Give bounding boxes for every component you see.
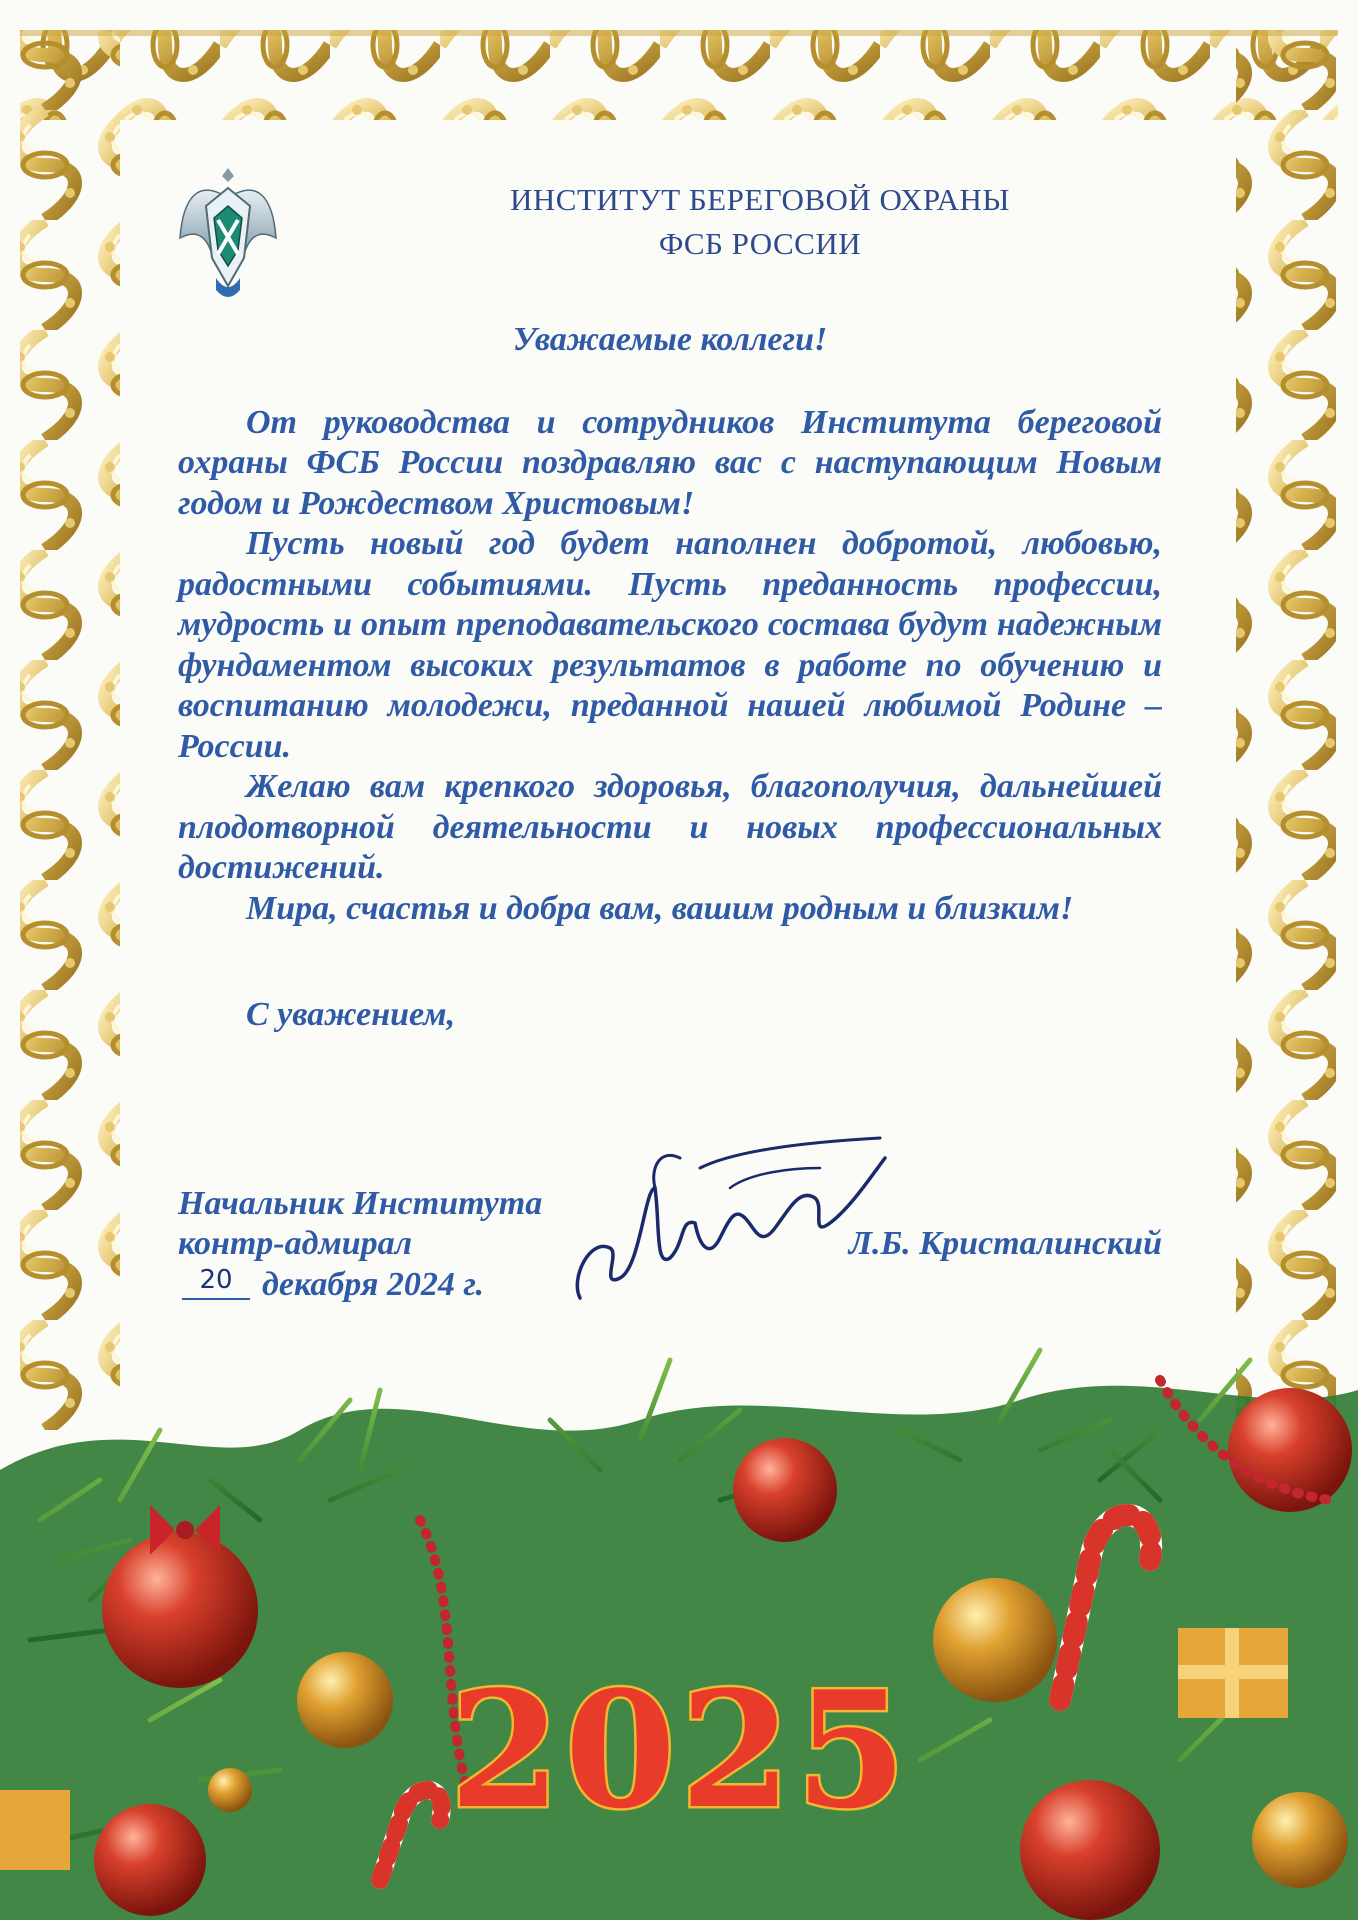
position-line-1: Начальник Института [178,1185,543,1222]
greeting: Уважаемые коллеги! [512,321,828,358]
position-line-2: контр-адмирал [178,1225,413,1262]
header-line-2: ФСБ РОССИИ [658,226,862,261]
signer-name: Л.Б. Кристалинский [848,1225,1162,1262]
emblem-icon [178,158,278,308]
institution-header [440,178,1080,266]
signature-icon [560,1128,890,1318]
date-day: 20 [182,1262,250,1300]
paragraph-4: Мира, счастья и добра вам, вашим родным и близким! [246,889,1074,927]
paragraph-3: Желаю вам крепкого здоровья, благополучия, дальнейшей плодотворной деятельности и новых профессиональных достижений. [178,768,1162,886]
paragraph-2: Пусть новый год будет наполнен добротой, любовью, радостными событиями. Пусть преданность профессии, мудрость и опыт преподавательского состава будут надежным фундаментом высоких результатов в работе по обучению и воспитанию молодежи, преданной нашей любимой Родине – России. [178,525,1162,765]
regards: С уважением, [246,996,456,1033]
date-rest: декабря 2024 г. [262,1266,484,1303]
year-banner: 2025 [449,1656,911,1844]
header-line-1: ИНСТИТУТ БЕРЕГОВОЙ ОХРАНЫ [510,182,1010,217]
letter-body [178,320,1162,1036]
paragraph-1: От руководства и сотрудников Института береговой охраны ФСБ России поздравляю вас с наступающим Новым годом и Рождеством Христовым! [178,403,1162,522]
